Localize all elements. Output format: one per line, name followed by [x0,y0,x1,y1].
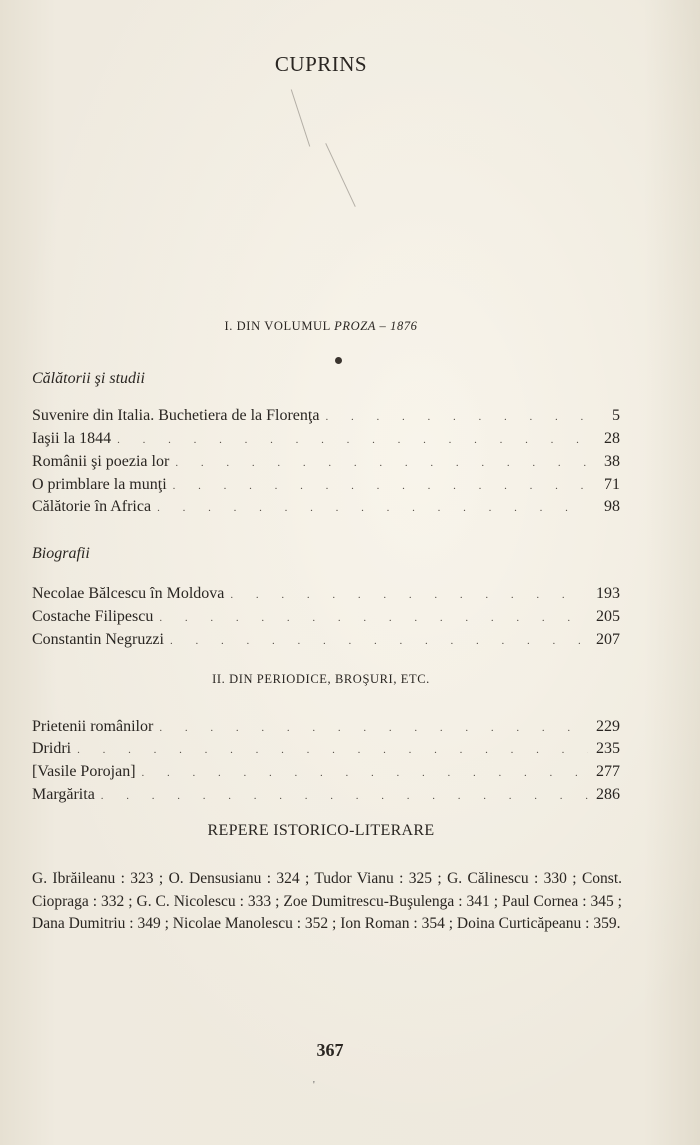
toc-entry-title: Margărita [32,786,95,803]
paper-scratch [291,89,310,146]
leader-dots [170,635,588,647]
toc-entry [32,585,620,607]
toc-entry [32,608,620,630]
toc-entry-title: [Vasile Porojan] [32,763,136,780]
toc-entry-page: 38 [604,453,620,470]
toc-entry-page: 193 [596,585,620,602]
leader-dots [173,480,588,492]
toc-entry-page: 277 [596,763,620,780]
toc-entry-page: 5 [612,407,620,424]
toc-entry-title: Iaşii la 1844 [32,430,112,447]
toc-entry-page: 71 [604,476,620,493]
toc-entry [32,763,620,785]
leader-dots [175,457,588,469]
paper-scratch [325,143,355,207]
part1-heading [0,319,642,334]
toc-entry [32,631,620,653]
leader-dots [117,434,588,446]
toc-entry [32,476,620,498]
toc-entry-page: 286 [596,786,620,803]
toc-entry-title: Costache Filipescu [32,608,154,625]
ornament-dot-icon [335,357,342,364]
leader-dots [157,502,588,514]
leader-dots [159,612,588,624]
toc-entry [32,498,620,520]
page-number: 367 [316,1040,344,1060]
toc-entry-title: Suvenire din Italia. Buchetiera de la Florenţa [32,407,320,424]
toc-entry-page: 98 [604,498,620,515]
leader-dots [142,767,588,779]
toc-entry [32,430,620,452]
toc-entry-title: Necolae Bălcescu în Moldova [32,585,225,602]
leader-dots [77,744,588,756]
group-heading-calatorii: Călătorii şi studii [32,370,145,387]
toc-entry-page: 205 [596,608,620,625]
part2-heading: II. DIN PERIODICE, BROŞURI, ETC. [212,672,430,686]
toc-entry [32,718,620,740]
leader-dots [159,722,588,734]
toc-entry-title: Românii şi poezia lor [32,453,170,470]
toc-entry-title: O primblare la munţi [32,476,167,493]
tick-mark-icon: ' [313,1080,315,1091]
references-text: G. Ibrăileanu : 323 ; O. Densusianu : 324 ; Tudor Vianu : 325 ; G. Călinescu : 330 ; Const. Ciopraga : 332 ; G. C. Nicolescu : 333 ; Zoe Dumitrescu-Buşulenga : 341 ; Paul Cornea : 345 ; Dana Dumitriu : 349 ; Nicolae Manolescu : 352 ; Ion Roman : 354 ; Doina Curticăpeanu : 359. [32,870,622,932]
part1-heading-italic: PROZA – 1876 [334,319,418,333]
toc-entry-title: Prietenii românilor [32,718,154,735]
toc-entry [32,453,620,475]
page-title: CUPRINS [274,52,368,76]
leader-dots [325,411,588,423]
toc-entry-page: 229 [596,718,620,735]
toc-entry-page: 235 [596,740,620,757]
group-heading-biografii: Biografii [32,545,90,562]
references-heading: REPERE ISTORICO-LITERARE [207,822,435,839]
toc-entry-title: Călătorie în Africa [32,498,152,515]
leader-dots [101,790,588,802]
toc-entry-title: Constantin Negruzzi [32,631,164,648]
toc-entry [32,786,620,808]
leader-dots [230,589,588,601]
toc-entry-page: 28 [604,430,620,447]
toc-entry [32,407,620,429]
part1-heading-prefix: I. DIN VOLUMUL [224,319,335,333]
toc-entry [32,740,620,762]
toc-entry-title: Dridri [32,740,72,757]
toc-entry-page: 207 [596,631,620,648]
